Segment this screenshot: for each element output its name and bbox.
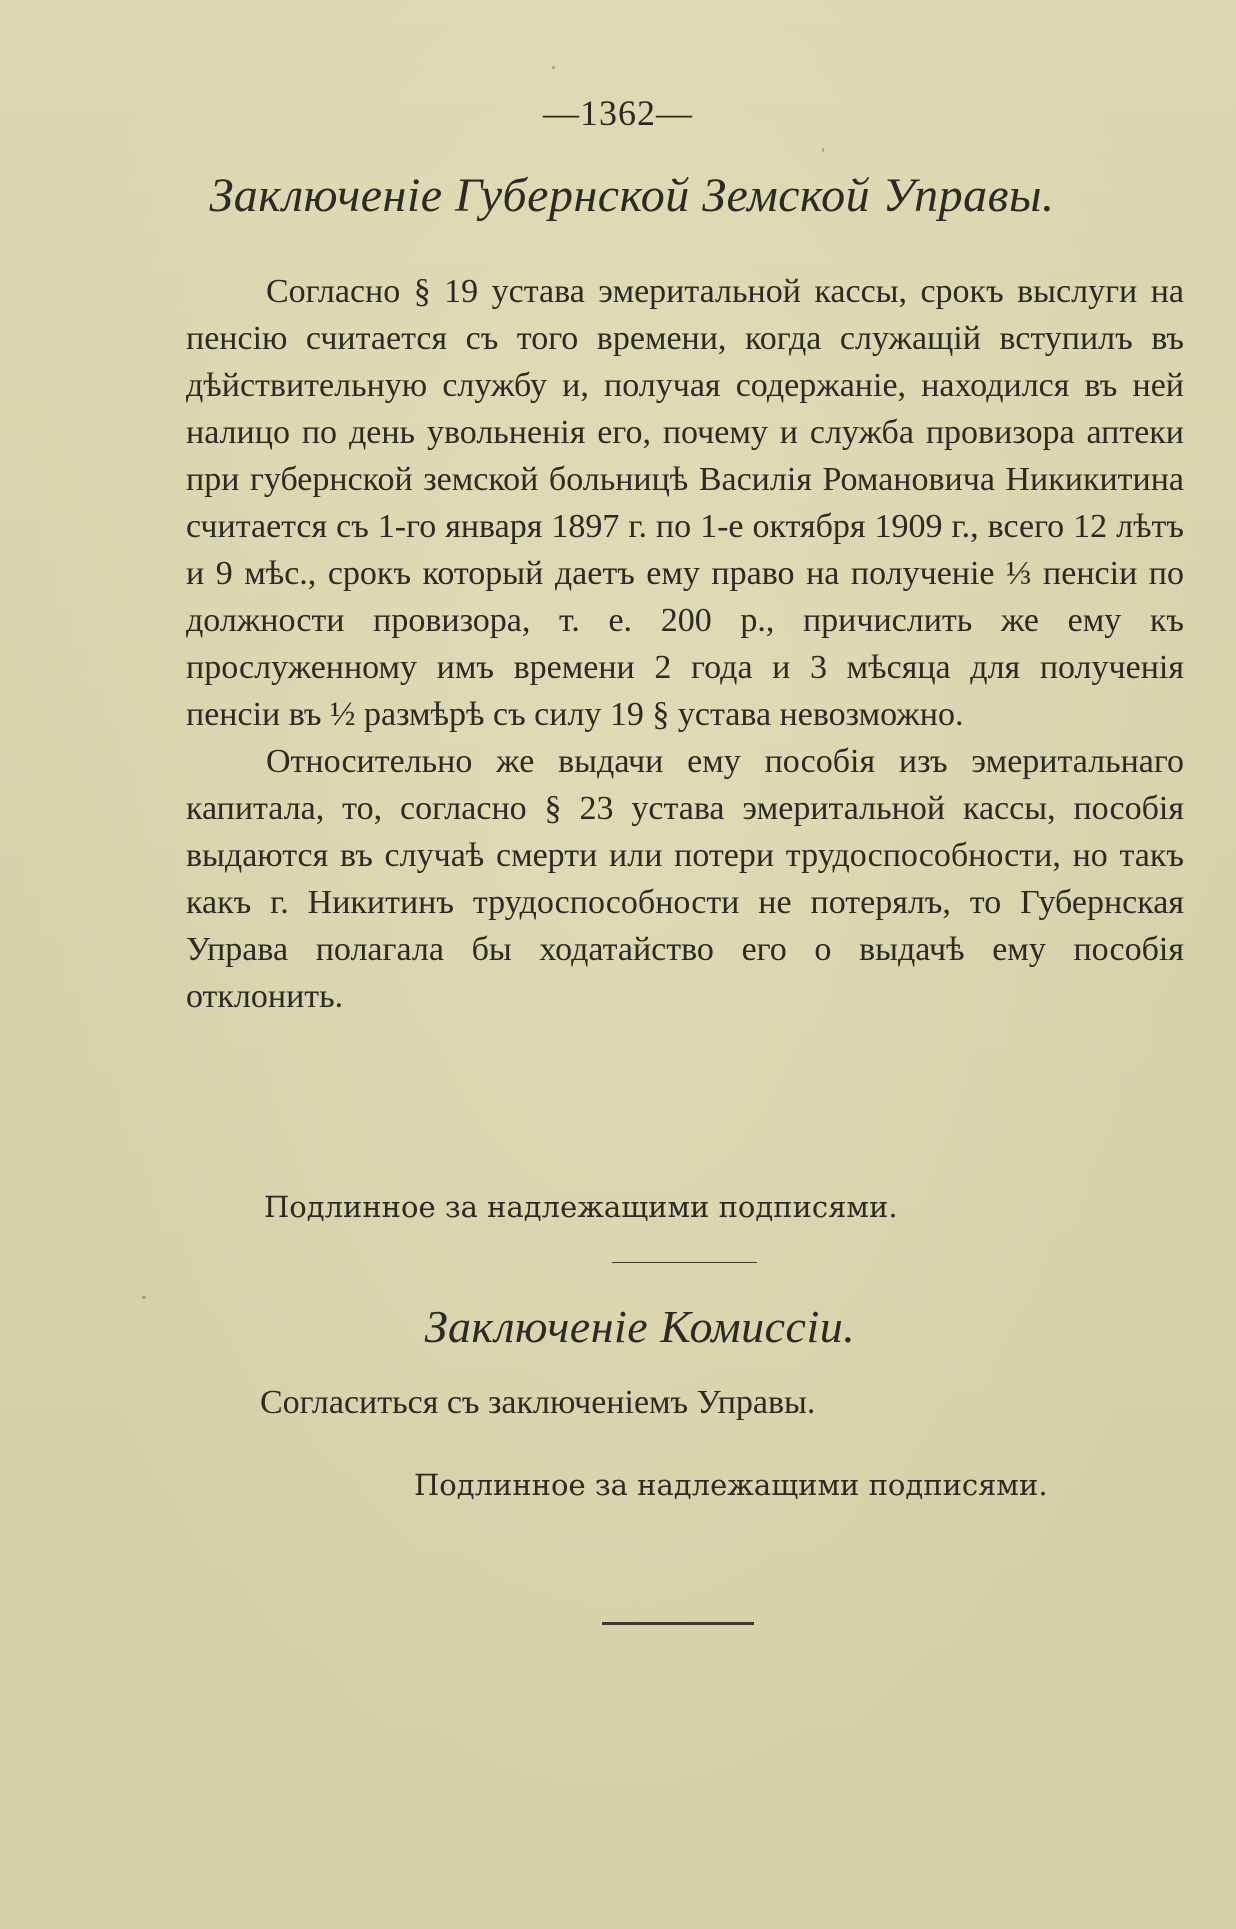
commission-conclusion-text: Согласиться съ заключеніемъ Управы.: [260, 1384, 816, 1421]
paragraph-2: Относительно же выдачи ему пособія изъ эмеритальнаго капитала, то, согласно § 23 устава эмеритальной кассы, пособія выдаются въ случаѣ смерти или потери трудоспособности, но такъ какъ г. Никитинъ трудоспособности не потерялъ, то Губернская Управа полагала бы ходатайство его о выдачѣ ему пособія отклонить.: [186, 743, 1184, 1015]
paper-speck: [552, 66, 555, 69]
end-rule: [602, 1622, 754, 1625]
section-heading-uprava: Заключеніе Губернской Земской Управы.: [209, 169, 1055, 222]
section-heading-komissiya: Заключеніе Комиссіи.: [424, 1301, 856, 1352]
signature-line-2: Подлинное за надлежащими подписями.: [414, 1468, 1048, 1502]
paper-speck: [142, 1296, 146, 1299]
page-number: —1362—: [543, 93, 693, 133]
paragraph-1: Согласно § 19 устава эмеритальной кассы, срокъ выслуги на пенсію считается съ того времени, когда служащій вступилъ въ дѣйствительную службу и, получая содержаніе, находился въ ней налицо по день увольненія его, почему и служба провизора аптеки при губернской земской больницѣ Василія Романовича Никикитина считается съ 1-го января 1897 г. по 1-е октября 1909 г., всего 12 лѣтъ и 9 мѣс., срокъ который даетъ ему право на полученіе ⅓ пенсіи по должности провизора, т. е. 200 р., причислить же ему къ прослуженному имъ времени 2 года и 3 мѣсяца для полученія пенсіи въ ½ размѣрѣ съ силу 19 § устава невозможно.: [186, 273, 1184, 733]
signature-line-1: Подлинное за надлежащими подписями.: [264, 1190, 898, 1224]
paper-speck: [822, 148, 824, 152]
divider-rule: [612, 1262, 757, 1263]
body-text: [186, 268, 1184, 1020]
